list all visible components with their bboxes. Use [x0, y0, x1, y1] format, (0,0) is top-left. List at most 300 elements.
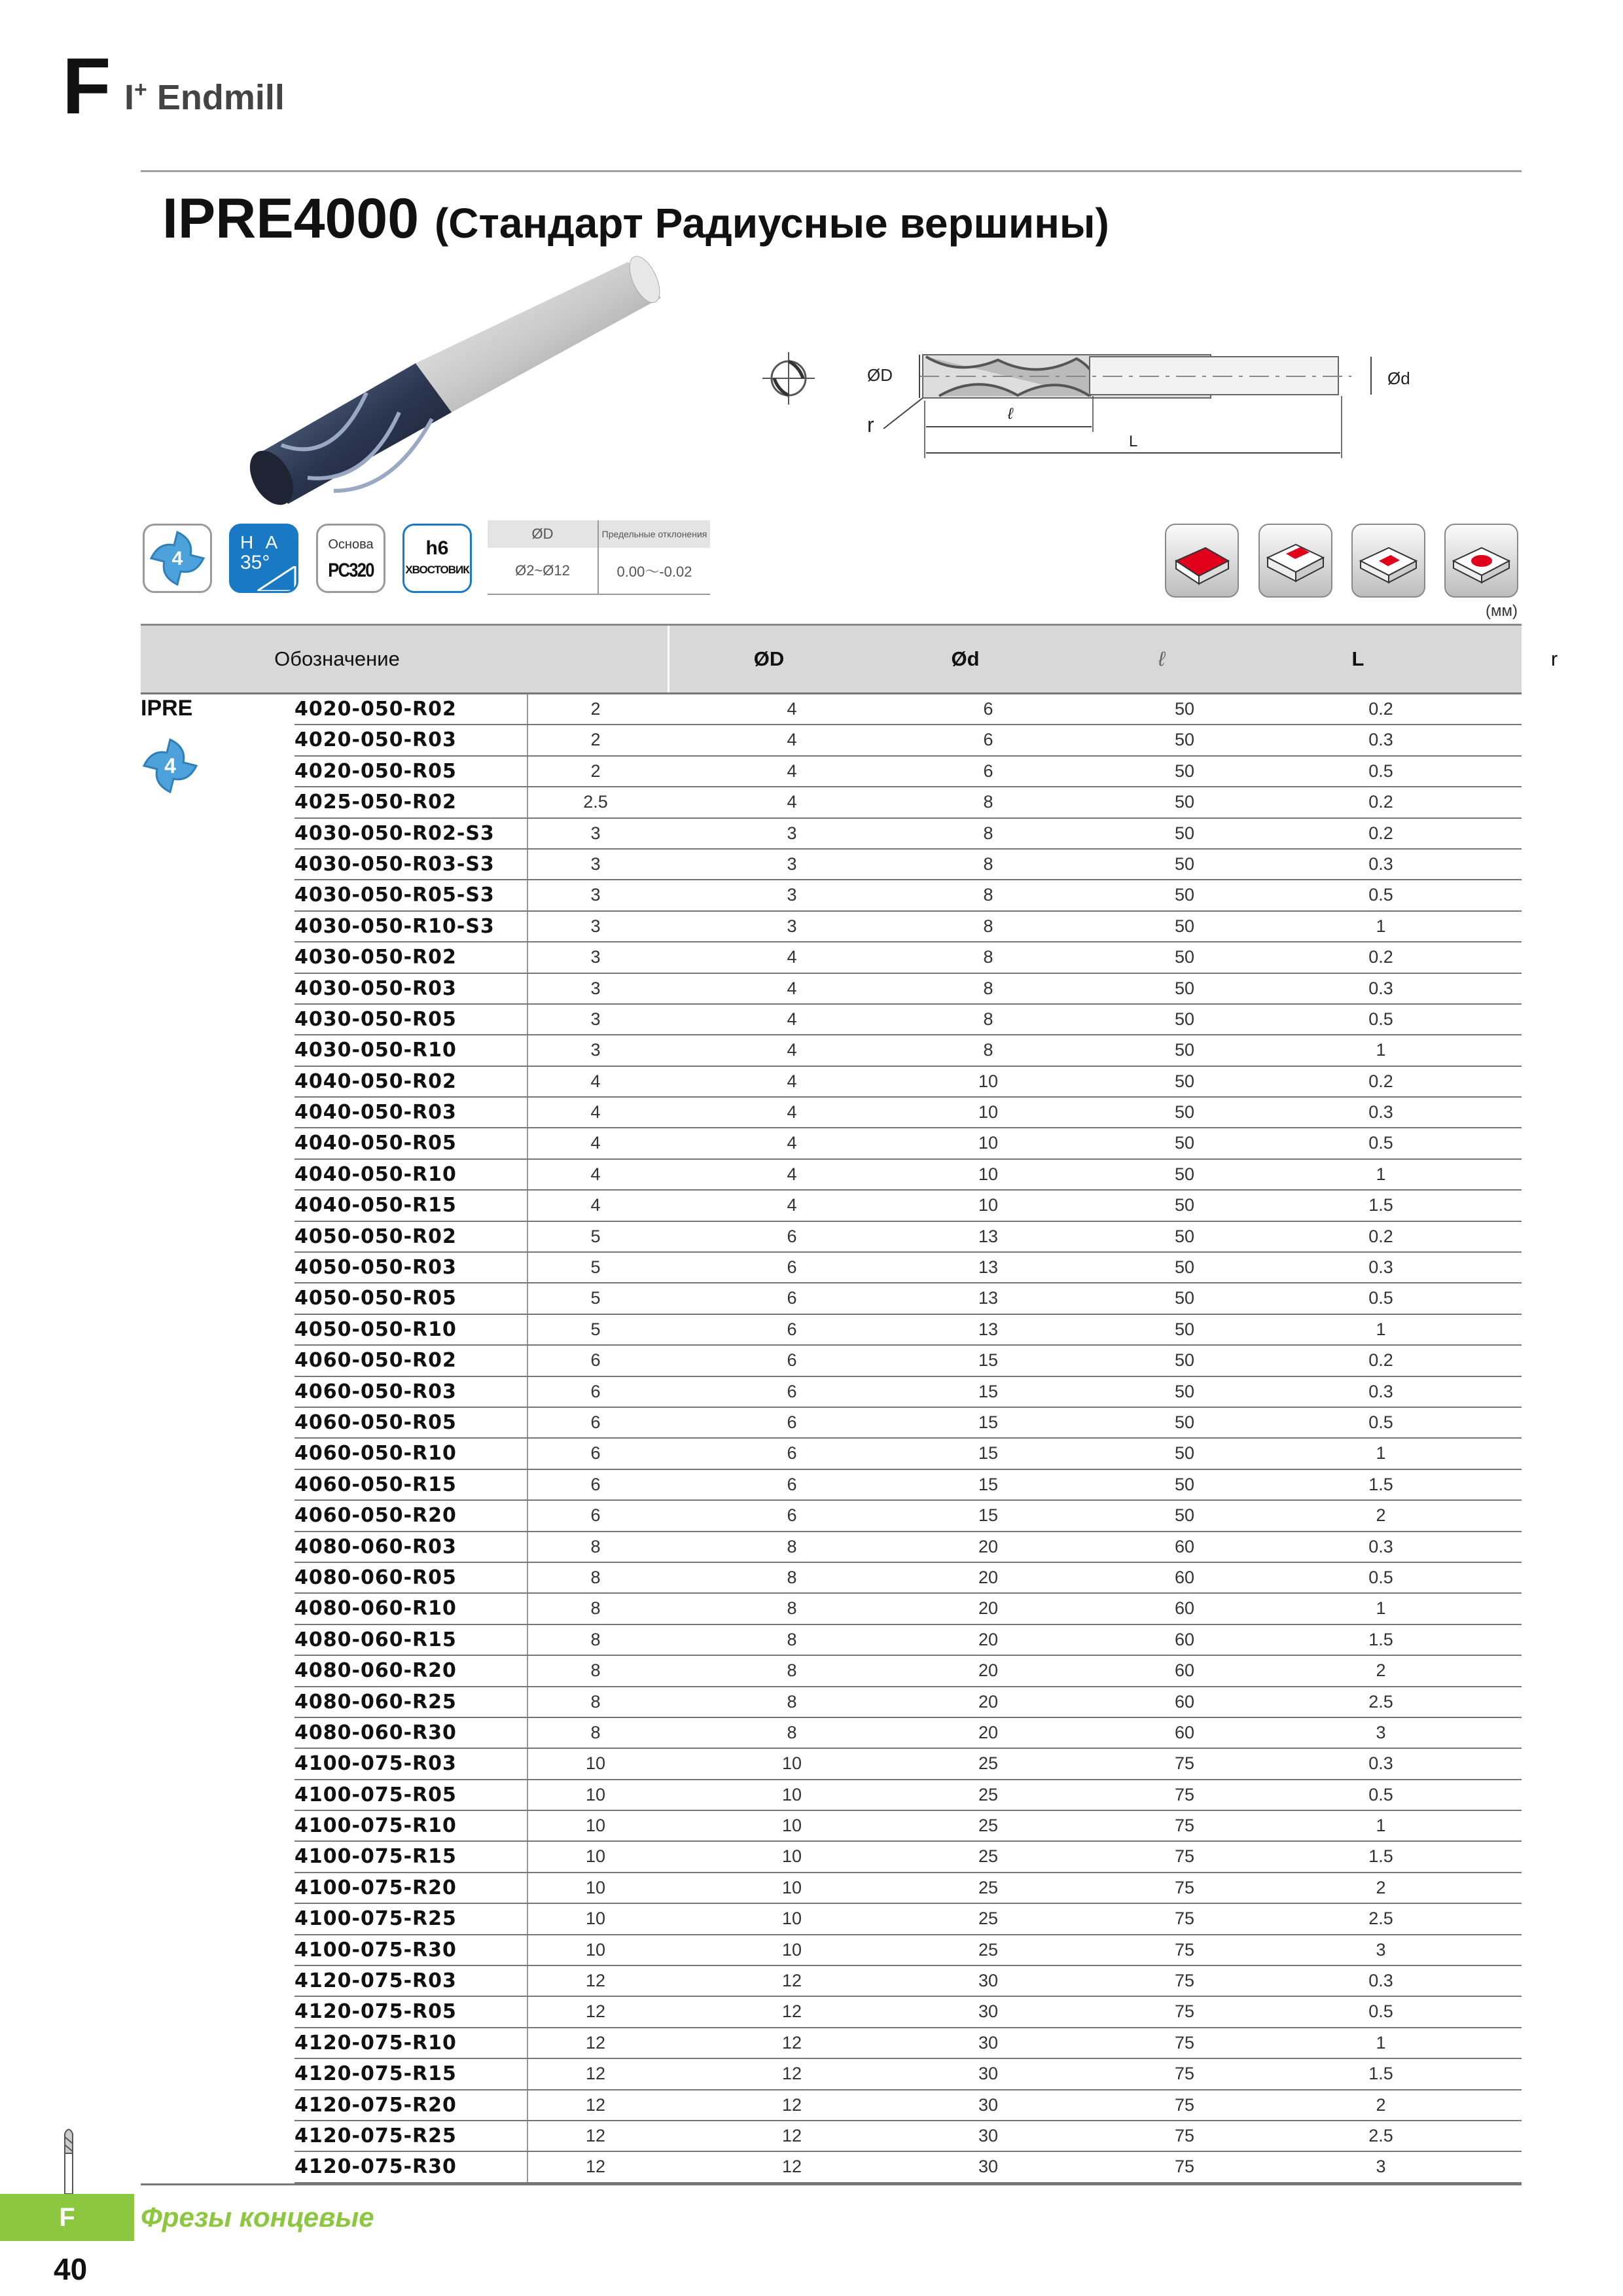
cell-L: 75 — [1174, 2157, 1195, 2177]
cell-r: 1 — [1376, 1443, 1386, 1463]
product-title — [162, 187, 1109, 251]
table-row — [294, 1408, 1522, 1439]
cell-designation: 4030-050-R05 — [294, 1007, 457, 1031]
cell-r: 3 — [1376, 1939, 1386, 1960]
table-row — [294, 1935, 1522, 1966]
cell-r: 2 — [1376, 1505, 1386, 1526]
cell-l: 13 — [978, 1226, 999, 1246]
cell-r: 2 — [1376, 1877, 1386, 1897]
cell-l: 30 — [978, 2032, 999, 2053]
cell-l: 15 — [978, 1412, 999, 1432]
cell-L: 60 — [1174, 1536, 1195, 1556]
side-milling-icon — [1165, 524, 1239, 598]
cell-r: 0.2 — [1368, 1071, 1393, 1091]
table-row — [294, 819, 1522, 850]
cell-D: 3 — [590, 1040, 601, 1060]
table-header — [141, 624, 1558, 694]
cell-d: 3 — [787, 853, 797, 874]
cell-d: 4 — [787, 761, 797, 781]
cell-D: 4 — [590, 1071, 601, 1091]
cell-designation: 4040-050-R02 — [294, 1069, 457, 1093]
table-row — [294, 2152, 1522, 2183]
header-divider — [141, 170, 1522, 172]
endmill-side-icon — [56, 2124, 82, 2196]
cell-L: 50 — [1174, 761, 1195, 781]
cell-r: 1.5 — [1368, 1846, 1393, 1867]
cell-D: 12 — [585, 2157, 606, 2177]
cell-L: 75 — [1174, 2064, 1195, 2084]
cell-L: 50 — [1174, 1412, 1195, 1432]
label-r: r — [867, 413, 874, 437]
cell-d: 12 — [781, 2032, 802, 2053]
cell-l: 15 — [978, 1474, 999, 1494]
cell-d: 10 — [781, 1816, 802, 1836]
cell-l: 30 — [978, 2001, 999, 2022]
table-row — [294, 1377, 1522, 1408]
cell-d: 6 — [787, 1505, 797, 1526]
cell-D: 3 — [590, 1009, 601, 1029]
cell-designation: 4060-050-R15 — [294, 1473, 457, 1496]
cell-designation: 4100-075-R03 — [294, 1752, 457, 1776]
cell-l: 20 — [978, 1567, 999, 1587]
cell-r: 0.5 — [1368, 1288, 1393, 1308]
cell-r: 1 — [1376, 1816, 1386, 1836]
cell-designation: 4120-075-R05 — [294, 2000, 457, 2024]
product-subtitle: (Стандарт Радиусные вершины) — [434, 200, 1109, 247]
table-row — [294, 1749, 1522, 1780]
cell-D: 6 — [590, 1350, 601, 1371]
col-header-D: ØD — [753, 647, 785, 670]
cell-r: 0.5 — [1368, 885, 1393, 905]
unit-label: (мм) — [1486, 602, 1518, 620]
cell-d: 6 — [787, 1350, 797, 1371]
table-row — [294, 1067, 1522, 1098]
cell-D: 10 — [585, 1877, 606, 1897]
svg-text:4: 4 — [171, 548, 183, 569]
cell-r: 0.2 — [1368, 699, 1393, 719]
cell-d: 12 — [781, 2064, 802, 2084]
cell-L: 75 — [1174, 1939, 1195, 1960]
cell-d: 10 — [781, 1909, 802, 1929]
cell-D: 3 — [590, 916, 601, 936]
cell-l: 15 — [978, 1443, 999, 1463]
cell-l: 10 — [978, 1133, 999, 1153]
cell-l: 10 — [978, 1071, 999, 1091]
cell-L: 50 — [1174, 978, 1195, 998]
cell-r: 0.2 — [1368, 1350, 1393, 1371]
table-row — [294, 880, 1522, 911]
cell-d: 8 — [787, 1629, 797, 1649]
cell-r: 0.5 — [1368, 1567, 1393, 1587]
endmill-photo — [236, 249, 687, 511]
cell-r: 0.5 — [1368, 1412, 1393, 1432]
cell-D: 5 — [590, 1226, 601, 1246]
cell-D: 5 — [590, 1257, 601, 1278]
cell-d: 4 — [787, 978, 797, 998]
cell-l: 13 — [978, 1319, 999, 1339]
cell-designation: 4060-050-R20 — [294, 1504, 457, 1528]
section-tab: F — [0, 2194, 134, 2241]
cell-L: 75 — [1174, 1971, 1195, 1991]
cell-designation: 4030-050-R10-S3 — [294, 914, 495, 938]
cell-L: 50 — [1174, 1505, 1195, 1526]
cell-designation: 4080-060-R15 — [294, 1628, 457, 1651]
cell-L: 50 — [1174, 792, 1195, 812]
cell-d: 4 — [787, 699, 797, 719]
slot-milling-icon — [1258, 524, 1332, 598]
cell-L: 50 — [1174, 916, 1195, 936]
cell-D: 6 — [590, 1443, 601, 1463]
cell-D: 5 — [590, 1288, 601, 1308]
cell-l: 25 — [978, 1816, 999, 1836]
table-row — [294, 1222, 1522, 1253]
cell-l: 8 — [983, 978, 993, 998]
cell-r: 0.3 — [1368, 1536, 1393, 1556]
table-row — [294, 1035, 1522, 1066]
table-bottom-rule — [141, 2183, 1522, 2185]
cell-designation: 4080-060-R10 — [294, 1597, 457, 1621]
cell-l: 6 — [983, 730, 993, 750]
cell-D: 2 — [590, 699, 601, 719]
category-label: Фрезы концевые — [141, 2202, 374, 2233]
cell-d: 6 — [787, 1443, 797, 1463]
cell-d: 6 — [787, 1226, 797, 1246]
cell-L: 50 — [1174, 853, 1195, 874]
cell-r: 0.2 — [1368, 1226, 1393, 1246]
cell-D: 8 — [590, 1536, 601, 1556]
series-label: IPRE — [141, 696, 193, 721]
cell-l: 20 — [978, 1598, 999, 1619]
table-row — [294, 1687, 1522, 1718]
cell-designation: 4100-075-R05 — [294, 1783, 457, 1806]
cell-D: 8 — [590, 1567, 601, 1587]
table-row — [294, 1191, 1522, 1221]
cell-l: 8 — [983, 916, 993, 936]
cell-designation: 4020-050-R02 — [294, 698, 457, 721]
cell-designation: 4050-050-R03 — [294, 1256, 457, 1280]
cell-r: 0.3 — [1368, 1102, 1393, 1122]
cell-L: 60 — [1174, 1598, 1195, 1619]
cell-L: 60 — [1174, 1629, 1195, 1649]
cell-D: 8 — [590, 1660, 601, 1681]
cell-D: 12 — [585, 2001, 606, 2022]
cell-D: 10 — [585, 1939, 606, 1960]
cell-l: 30 — [978, 2157, 999, 2177]
table-row — [294, 1718, 1522, 1749]
cell-d: 6 — [787, 1474, 797, 1494]
table-row — [294, 1005, 1522, 1035]
cell-l: 8 — [983, 1040, 993, 1060]
cell-designation: 4050-050-R10 — [294, 1318, 457, 1341]
table-row — [294, 1098, 1522, 1128]
cell-l: 13 — [978, 1257, 999, 1278]
table-row — [294, 1656, 1522, 1687]
cell-d: 6 — [787, 1319, 797, 1339]
shank-tolerance-badge: h6 ХВОСТОВИК — [402, 524, 472, 593]
cell-l: 30 — [978, 1971, 999, 1991]
cell-L: 50 — [1174, 1257, 1195, 1278]
cell-designation: 4120-075-R25 — [294, 2124, 457, 2147]
tolerance-table: ØD Предельные отклонения Ø2~Ø12 0.00～-0.02 — [488, 520, 710, 595]
table-row — [294, 2121, 1522, 2152]
cell-d: 4 — [787, 792, 797, 812]
cell-designation: 4025-050-R02 — [294, 791, 457, 814]
cell-D: 4 — [590, 1164, 601, 1184]
pocket-milling-icon — [1351, 524, 1425, 598]
cell-D: 12 — [585, 2125, 606, 2145]
cell-L: 50 — [1174, 947, 1195, 967]
cell-r: 0.3 — [1368, 1257, 1393, 1278]
cell-d: 12 — [781, 2125, 802, 2145]
cell-d: 8 — [787, 1722, 797, 1742]
col-header-d: Ød — [951, 647, 980, 670]
cell-d: 8 — [787, 1567, 797, 1587]
cell-D: 4 — [590, 1195, 601, 1215]
cell-D: 2.5 — [583, 792, 608, 812]
cell-designation: 4080-060-R25 — [294, 1690, 457, 1713]
cell-r: 0.2 — [1368, 823, 1393, 843]
four-flute-icon — [143, 524, 212, 593]
cell-r: 1.5 — [1368, 1195, 1393, 1215]
cell-l: 8 — [983, 823, 993, 843]
cell-r: 3 — [1376, 2157, 1386, 2177]
table-row — [294, 787, 1522, 818]
cell-r: 0.2 — [1368, 792, 1393, 812]
cell-designation: 4120-075-R03 — [294, 1969, 457, 1993]
cell-designation: 4120-075-R20 — [294, 2093, 457, 2117]
cell-L: 50 — [1174, 1474, 1195, 1494]
cell-r: 0.5 — [1368, 1009, 1393, 1029]
table-row — [294, 1283, 1522, 1314]
cell-D: 3 — [590, 823, 601, 843]
cell-l: 10 — [978, 1195, 999, 1215]
table-row — [294, 974, 1522, 1005]
cell-L: 50 — [1174, 823, 1195, 843]
cell-D: 2 — [590, 761, 601, 781]
cell-designation: 4060-050-R03 — [294, 1380, 457, 1403]
cell-d: 12 — [781, 2157, 802, 2177]
cell-designation: 4050-050-R05 — [294, 1287, 457, 1310]
label-L: L — [1129, 433, 1138, 450]
table-row — [294, 1346, 1522, 1376]
cell-D: 12 — [585, 1971, 606, 1991]
cell-L: 75 — [1174, 2094, 1195, 2115]
cell-L: 60 — [1174, 1660, 1195, 1681]
table-row — [294, 1842, 1522, 1873]
cell-D: 10 — [585, 1816, 606, 1836]
cell-r: 0.3 — [1368, 978, 1393, 998]
col-header-r: r — [1550, 647, 1558, 670]
cell-L: 50 — [1174, 1164, 1195, 1184]
table-row — [294, 1904, 1522, 1935]
table-row — [294, 942, 1522, 973]
cell-r: 0.3 — [1368, 1971, 1393, 1991]
cell-designation: 4020-050-R03 — [294, 728, 457, 752]
cell-r: 1 — [1376, 1319, 1386, 1339]
cell-L: 50 — [1174, 699, 1195, 719]
cell-L: 50 — [1174, 1350, 1195, 1371]
cell-L: 50 — [1174, 730, 1195, 750]
cell-d: 10 — [781, 1846, 802, 1867]
cell-l: 25 — [978, 1753, 999, 1774]
cell-designation: 4100-075-R20 — [294, 1876, 457, 1899]
cell-D: 8 — [590, 1629, 601, 1649]
cell-L: 75 — [1174, 1877, 1195, 1897]
table-row — [294, 1780, 1522, 1811]
cell-designation: 4060-050-R02 — [294, 1349, 457, 1372]
cell-d: 12 — [781, 1971, 802, 1991]
cell-L: 75 — [1174, 1753, 1195, 1774]
endmill-drawing — [762, 327, 1436, 478]
cell-r: 1 — [1376, 1164, 1386, 1184]
cell-L: 50 — [1174, 1288, 1195, 1308]
cell-r: 0.3 — [1368, 1381, 1393, 1401]
cell-L: 50 — [1174, 1040, 1195, 1060]
cell-r: 0.5 — [1368, 1133, 1393, 1153]
label-D: ØD — [867, 365, 893, 385]
table-row — [294, 694, 1522, 725]
svg-text:4: 4 — [164, 754, 176, 778]
cell-l: 10 — [978, 1164, 999, 1184]
cell-d: 6 — [787, 1257, 797, 1278]
cell-l: 20 — [978, 1660, 999, 1681]
table-row — [294, 1128, 1522, 1159]
cell-l: 6 — [983, 761, 993, 781]
cell-designation: 4100-075-R25 — [294, 1907, 457, 1931]
cell-L: 75 — [1174, 1909, 1195, 1929]
cell-L: 50 — [1174, 1102, 1195, 1122]
cell-L: 50 — [1174, 1381, 1195, 1401]
cell-designation: 4080-060-R30 — [294, 1721, 457, 1744]
cell-l: 20 — [978, 1722, 999, 1742]
cell-D: 5 — [590, 1319, 601, 1339]
cell-l: 8 — [983, 792, 993, 812]
cell-L: 75 — [1174, 1846, 1195, 1867]
cell-d: 3 — [787, 885, 797, 905]
cell-L: 50 — [1174, 1226, 1195, 1246]
cell-D: 10 — [585, 1784, 606, 1804]
four-flute-icon — [137, 733, 203, 798]
cell-designation: 4050-050-R02 — [294, 1225, 457, 1248]
cell-l: 20 — [978, 1691, 999, 1712]
cell-l: 20 — [978, 1536, 999, 1556]
cell-l: 30 — [978, 2094, 999, 2115]
cell-l: 10 — [978, 1102, 999, 1122]
cell-l: 25 — [978, 1784, 999, 1804]
cell-d: 10 — [781, 1753, 802, 1774]
table-row — [294, 2059, 1522, 2090]
cell-d: 8 — [787, 1598, 797, 1619]
cell-d: 4 — [787, 1040, 797, 1060]
cell-d: 4 — [787, 1071, 797, 1091]
table-row — [294, 2090, 1522, 2121]
cell-r: 0.5 — [1368, 2001, 1393, 2022]
cell-designation: 4060-050-R05 — [294, 1410, 457, 1434]
page-number: 40 — [54, 2252, 88, 2286]
table-row — [294, 1966, 1522, 1997]
cell-r: 2 — [1376, 2094, 1386, 2115]
cell-designation: 4030-050-R02 — [294, 946, 457, 969]
cell-d: 8 — [787, 1536, 797, 1556]
cell-l: 8 — [983, 853, 993, 874]
cell-designation: 4040-050-R10 — [294, 1162, 457, 1186]
cell-L: 75 — [1174, 2125, 1195, 2145]
cell-D: 3 — [590, 978, 601, 998]
cell-l: 8 — [983, 885, 993, 905]
cell-D: 10 — [585, 1753, 606, 1774]
cell-d: 10 — [781, 1877, 802, 1897]
cell-l: 13 — [978, 1288, 999, 1308]
cell-L: 50 — [1174, 1443, 1195, 1463]
label-l: ℓ — [1008, 405, 1013, 423]
cell-l: 25 — [978, 1939, 999, 1960]
cell-L: 75 — [1174, 2032, 1195, 2053]
cell-L: 50 — [1174, 1319, 1195, 1339]
table-row — [294, 2028, 1522, 2059]
cell-designation: 4100-075-R10 — [294, 1814, 457, 1838]
table-row — [294, 1532, 1522, 1563]
cell-d: 8 — [787, 1660, 797, 1681]
cell-L: 75 — [1174, 2001, 1195, 2022]
cell-L: 50 — [1174, 1195, 1195, 1215]
cell-designation: 4120-075-R10 — [294, 2031, 457, 2054]
cell-designation: 4080-060-R03 — [294, 1535, 457, 1558]
cell-designation: 4030-050-R03 — [294, 977, 457, 1000]
cell-designation: 4080-060-R05 — [294, 1566, 457, 1589]
cell-designation: 4030-050-R03-S3 — [294, 852, 495, 876]
cell-d: 4 — [787, 730, 797, 750]
table-row — [294, 1873, 1522, 1904]
cell-l: 15 — [978, 1350, 999, 1371]
cell-r: 1.5 — [1368, 1474, 1393, 1494]
cell-D: 2 — [590, 730, 601, 750]
cell-designation: 4120-075-R15 — [294, 2062, 457, 2086]
helix-angle-badge: H A 35° — [229, 524, 298, 593]
cell-L: 50 — [1174, 885, 1195, 905]
cell-D: 8 — [590, 1691, 601, 1712]
cell-designation: 4030-050-R02-S3 — [294, 821, 495, 845]
cell-r: 0.3 — [1368, 730, 1393, 750]
cell-r: 0.3 — [1368, 853, 1393, 874]
cell-L: 60 — [1174, 1691, 1195, 1712]
cell-d: 4 — [787, 1195, 797, 1215]
cell-d: 6 — [787, 1412, 797, 1432]
cell-l: 8 — [983, 947, 993, 967]
cell-L: 75 — [1174, 1816, 1195, 1836]
cell-designation: 4080-060-R20 — [294, 1659, 457, 1683]
cell-L: 50 — [1174, 1009, 1195, 1029]
cell-designation: 4030-050-R10 — [294, 1039, 457, 1062]
col-header-l: ℓ — [1158, 647, 1166, 670]
table-row — [294, 912, 1522, 942]
cell-designation: 4040-050-R03 — [294, 1101, 457, 1124]
table-row — [294, 1253, 1522, 1283]
cell-D: 3 — [590, 853, 601, 874]
cell-l: 25 — [978, 1877, 999, 1897]
table-row — [294, 1811, 1522, 1842]
cell-d: 3 — [787, 823, 797, 843]
table-row — [294, 1625, 1522, 1656]
cell-designation: 4020-050-R05 — [294, 759, 457, 783]
cell-L: 50 — [1174, 1071, 1195, 1091]
product-table — [294, 694, 1522, 2183]
section-letter: F — [62, 41, 111, 130]
col-header-designation: Обозначение — [274, 647, 400, 670]
cell-r: 1 — [1376, 1598, 1386, 1619]
cell-r: 1.5 — [1368, 2064, 1393, 2084]
cell-d: 4 — [787, 1009, 797, 1029]
table-row — [294, 1439, 1522, 1469]
